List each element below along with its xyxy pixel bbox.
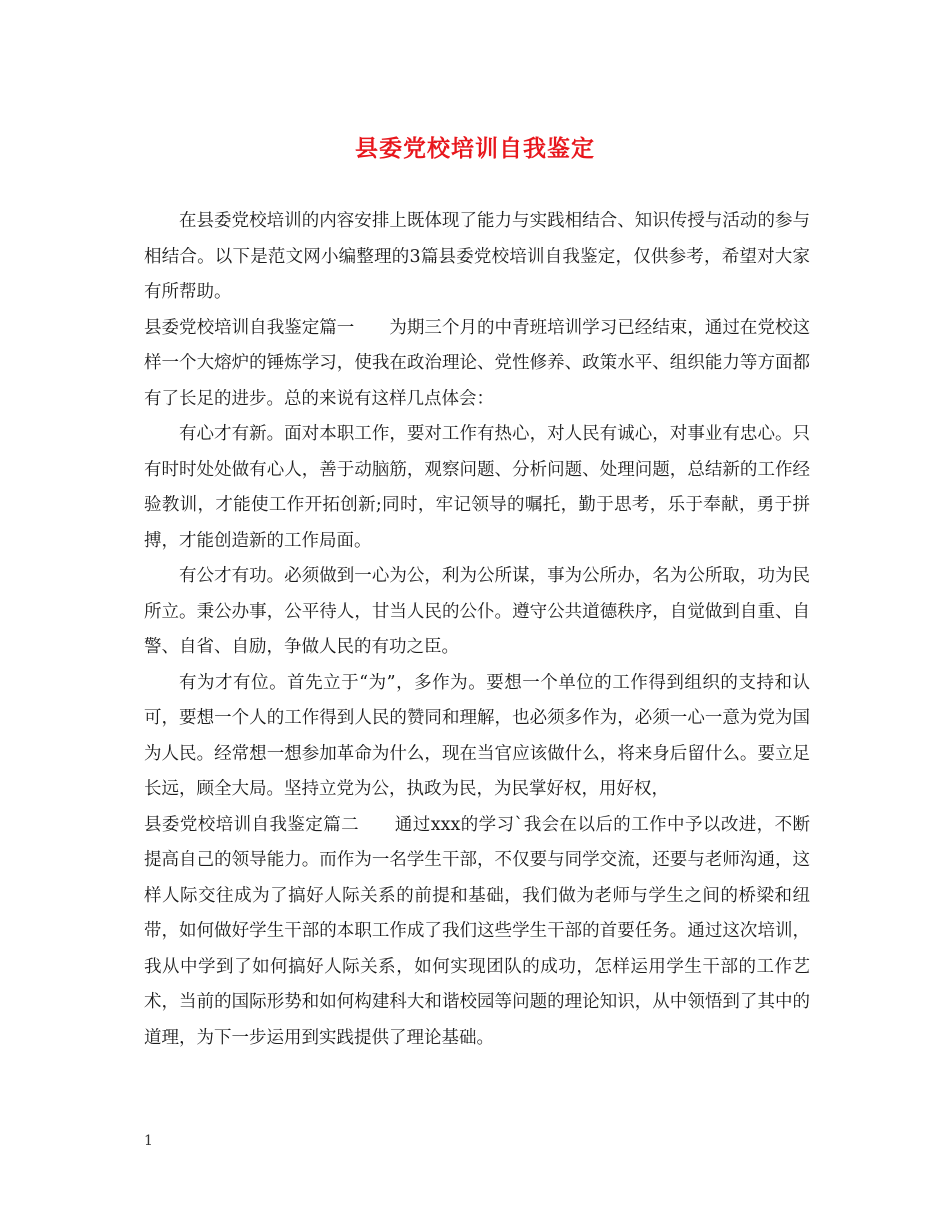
document-body (144, 204, 810, 1056)
paragraph-section-one: 县委党校培训自我鉴定篇一 为期三个月的中青班培训学习已经结束，通过在党校这样一个大熔炉的锤炼学习，使我在政治理论、党性修养、政策水平、组织能力等方面都有了长足的进步。总的来说有这样几点体会： (144, 317, 810, 409)
paragraph-point-three: 有为才有位。首先立于“为”，多作为。要想一个单位的工作得到组织的支持和认可，要想一个人的工作得到人民的赞同和理解，也必须多作为，必须一心一意为党为国为人民。经常想一想参加革命为什么，现在当官应该做什么，将来身后留什么。要立足长远，顾全大局。坚持立党为公，执政为民，为民掌好权，用好权， (144, 672, 810, 799)
paragraph-intro: 在县委党校培训的内容安排上既体现了能力与实践相结合、知识传授与活动的参与相结合。以下是范文网小编整理的3篇县委党校培训自我鉴定，仅供参考，希望对大家有所帮助。 (144, 211, 810, 302)
page-number: 1 (144, 1133, 153, 1149)
paragraph-section-two: 县委党校培训自我鉴定篇二 通过xxx的学习`我会在以后的工作中予以改进，不断提高自己的领导能力。而作为一名学生干部，不仅要与同学交流，还要与老师沟通，这样人际交往成为了搞好人际关系的前提和基础，我们做为老师与学生之间的桥梁和纽带，如何做好学生干部的本职工作成了我们这些学生干部的首要任务。通过这次培训，我从中学到了如何搞好人际关系，如何实现团队的成功，怎样运用学生干部的工作艺术，当前的国际形势和如何构建科大和谐校园等问题的理论知识，从中领悟到了其中的道理，为下一步运用到实践提供了理论基础。 (144, 814, 810, 1048)
paragraph-point-one: 有心才有新。面对本职工作，要对工作有热心，对人民有诚心，对事业有忠心。只有时时处处做有心人，善于动脑筋，观察问题、分析问题、处理问题，总结新的工作经验教训，才能使工作开拓创新;同时，牢记领导的嘱托，勤于思考，乐于奉献，勇于拼搏，才能创造新的工作局面。 (144, 424, 810, 551)
document-title: 县委党校培训自我鉴定 (355, 135, 595, 162)
paragraph-point-two: 有公才有功。必须做到一心为公，利为公所谋，事为公所办，名为公所取，功为民所立。秉公办事，公平待人，甘当人民的公仆。遵守公共道德秩序，自觉做到自重、自警、自省、自励，争做人民的有功之臣。 (144, 566, 810, 657)
